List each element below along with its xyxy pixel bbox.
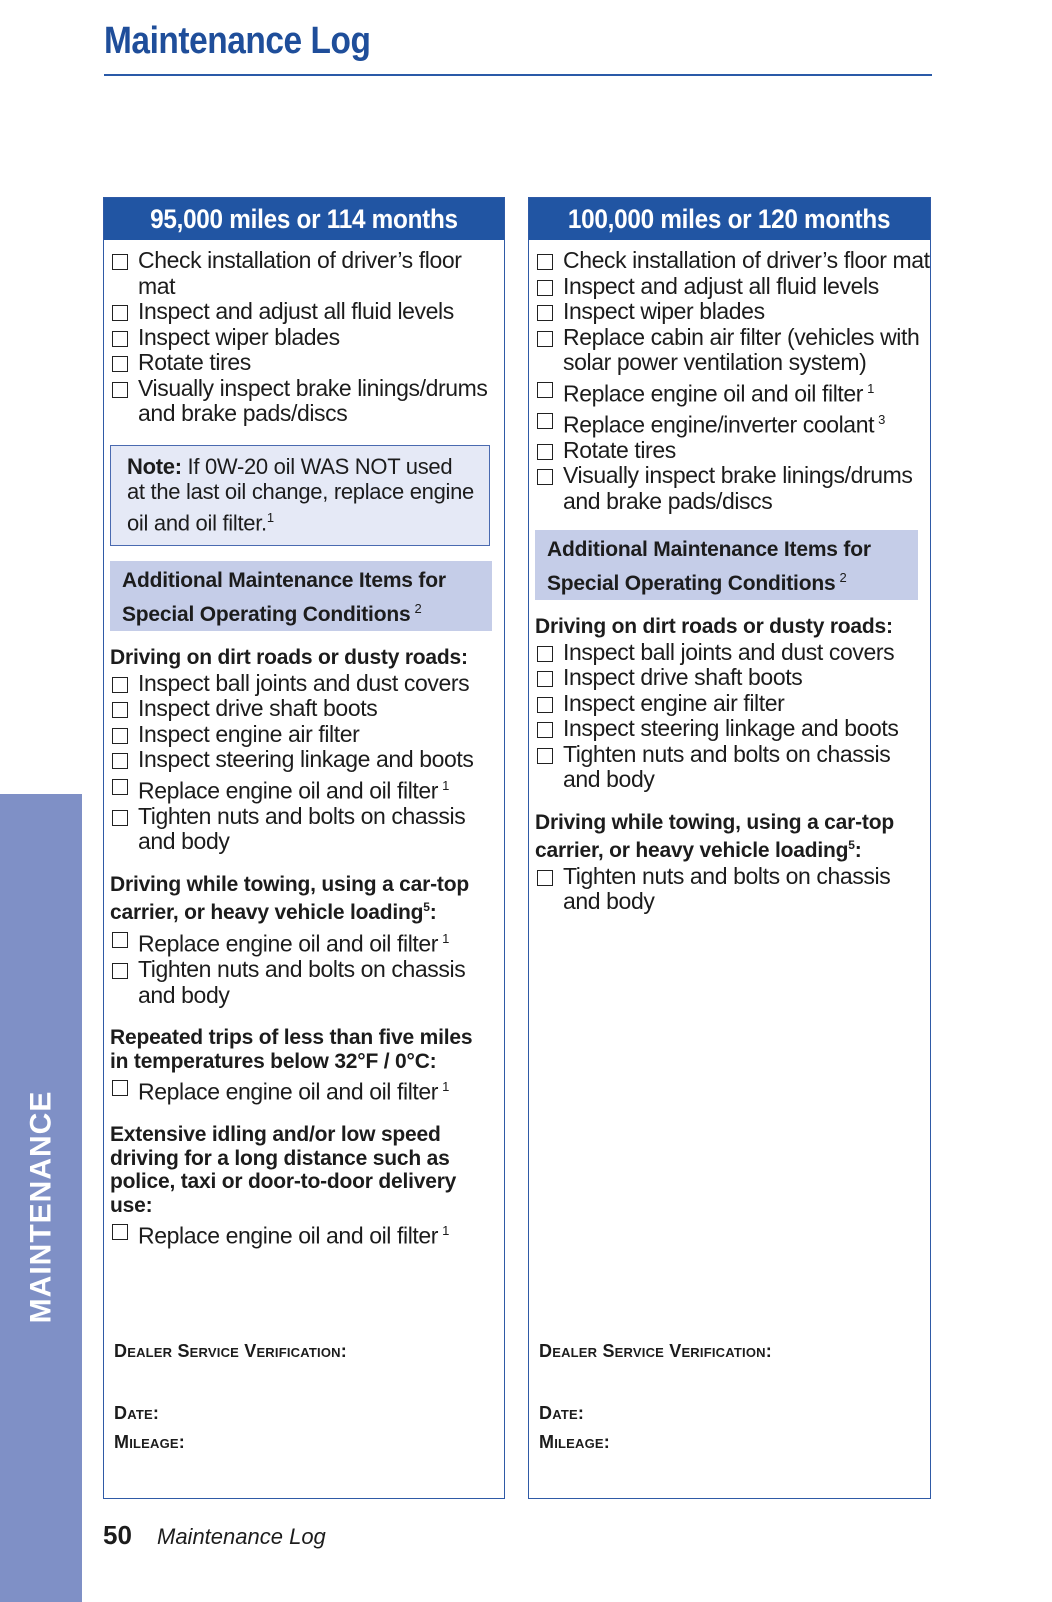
checklist-item-label	[563, 438, 676, 464]
additional-items-footnote: 2	[839, 570, 847, 586]
item-text: Inspect drive shaft boots	[563, 664, 803, 691]
item-text: Tighten nuts and bolts on chassis and body	[563, 740, 891, 793]
checkbox[interactable]	[112, 702, 128, 718]
checkbox[interactable]	[112, 1080, 128, 1096]
checklist-item	[110, 325, 504, 351]
interval-header-text: 100,000 miles or 120 months	[568, 203, 891, 234]
checklist-item-label	[138, 376, 504, 427]
checkbox[interactable]	[537, 722, 553, 738]
checklist-item-label	[138, 804, 504, 855]
note-text: If 0W-20 oil WAS NOT used at the last oil change, replace engine oil and oil filter.	[127, 453, 474, 535]
checklist-item-label	[563, 274, 879, 300]
additional-items-title: Additional Maintenance Items for Special Operating Conditions	[122, 569, 446, 627]
side-tab-label-wrap	[0, 1077, 82, 1337]
checklist-item	[110, 804, 504, 855]
item-text: Inspect wiper blades	[138, 323, 340, 350]
checkbox[interactable]	[112, 254, 128, 270]
note-lead: Note:	[127, 453, 182, 479]
checkbox[interactable]	[537, 331, 553, 347]
item-text: Rotate tires	[563, 436, 676, 463]
item-text: Inspect ball joints and dust covers	[563, 638, 895, 665]
checkbox[interactable]	[112, 331, 128, 347]
page-title: Maintenance Log	[104, 20, 371, 62]
checkbox[interactable]	[537, 254, 553, 270]
checkbox[interactable]	[112, 382, 128, 398]
condition-group	[104, 1026, 504, 1105]
note-footnote: 1	[266, 509, 274, 525]
condition-heading-text: Repeated trips of less than five miles in temperatures below 32°F / 0°C:	[110, 1026, 473, 1073]
item-text: Inspect drive shaft boots	[138, 695, 378, 722]
checklist-item	[535, 665, 930, 691]
checklist-item-label	[563, 864, 930, 915]
checklist	[104, 670, 504, 855]
item-text: Replace engine/inverter coolant	[563, 411, 875, 438]
footnote-marker: 3	[878, 411, 885, 427]
checkbox[interactable]	[537, 444, 553, 460]
interval-column-right	[528, 197, 931, 1499]
checkbox[interactable]	[112, 779, 128, 795]
condition-heading	[104, 646, 504, 670]
checklist-item-label	[138, 248, 504, 299]
checklist-item-label	[563, 665, 802, 691]
interval-column-left	[103, 197, 505, 1499]
checklist-item	[535, 325, 930, 376]
dealer-verification-label: Dealer Service Verification:	[539, 1341, 772, 1361]
condition-group	[529, 811, 930, 915]
checklist-item	[110, 1218, 504, 1249]
checklist-item	[110, 299, 504, 325]
checklist-item-label	[563, 299, 765, 325]
checklist-item	[110, 773, 504, 804]
checklist-item-label	[563, 716, 898, 742]
checkbox[interactable]	[537, 646, 553, 662]
item-text: Inspect and adjust all fluid levels	[138, 298, 454, 324]
condition-heading-text: Driving while towing, using a car-top carrier, or heavy vehicle loading	[535, 810, 894, 863]
checklist-item-label	[563, 376, 874, 407]
item-text: Inspect ball joints and dust covers	[138, 669, 470, 696]
checklist-item	[535, 299, 930, 325]
checklist-item-label	[138, 957, 504, 1008]
item-text: Tighten nuts and bolts on chassis and body	[563, 862, 891, 915]
checklist-item-label	[138, 350, 251, 376]
item-text: Check installation of driver’s floor mat	[138, 247, 462, 299]
checklist-item-label	[138, 671, 469, 697]
conditions	[529, 615, 930, 915]
item-text: Inspect and adjust all fluid levels	[563, 272, 879, 299]
checkbox[interactable]	[112, 728, 128, 744]
checklist-item	[110, 376, 504, 427]
checkbox[interactable]	[537, 748, 553, 764]
checklist-item	[110, 1074, 504, 1105]
mileage-label: Mileage:	[114, 1432, 185, 1452]
checkbox[interactable]	[537, 305, 553, 321]
item-text: Tighten nuts and bolts on chassis and body	[138, 956, 466, 1008]
checklist-item	[535, 376, 930, 407]
condition-heading-text: Extensive idling and/or low speed driving for a long distance such as police, taxi or door-to-door delivery use:	[110, 1123, 457, 1217]
checkbox[interactable]	[112, 305, 128, 321]
interval-header	[529, 198, 930, 240]
checklist-item	[110, 696, 504, 722]
additional-items-title: Additional Maintenance Items for Special Operating Conditions	[547, 538, 871, 596]
checklist-item-label	[563, 325, 930, 376]
condition-heading	[529, 615, 930, 639]
checkbox[interactable]	[112, 810, 128, 826]
item-text: Visually inspect brake linings/drums and brake pads/discs	[138, 374, 488, 426]
item-text: Inspect wiper blades	[563, 298, 765, 324]
checklist-item	[535, 716, 930, 742]
checklist-item-label	[138, 696, 377, 722]
checklist-item-label	[138, 1074, 449, 1105]
footnote-marker: 1	[442, 1079, 449, 1095]
item-text: Replace engine oil and oil filter	[138, 930, 439, 957]
checklist-item-label	[138, 325, 340, 351]
additional-items-banner	[110, 561, 492, 631]
checklist	[104, 925, 504, 1008]
checklist-item-label	[138, 1218, 449, 1249]
footnote-marker: 1	[867, 380, 874, 396]
condition-heading-text: Driving on dirt roads or dusty roads:	[535, 615, 893, 639]
checklist	[104, 240, 504, 427]
oil-note	[110, 445, 490, 547]
checklist-item-label	[138, 722, 359, 748]
condition-heading	[529, 811, 930, 863]
footnote-marker: 1	[442, 930, 449, 946]
checklist-item-label	[563, 407, 885, 438]
additional-items-banner	[535, 530, 918, 600]
item-text: Inspect steering linkage and boots	[563, 715, 899, 742]
checklist-item-label	[138, 299, 454, 325]
item-text: Inspect engine air filter	[563, 689, 785, 716]
checkbox[interactable]	[537, 280, 553, 296]
item-text: Check installation of driver’s floor mat	[563, 247, 930, 273]
date-label: Date:	[114, 1403, 160, 1423]
conditions	[104, 646, 504, 1249]
checkbox[interactable]	[112, 677, 128, 693]
checklist-item-label	[563, 691, 784, 717]
checkbox[interactable]	[537, 469, 553, 485]
checklist-item-label	[563, 463, 930, 514]
checklist-item	[110, 926, 504, 957]
checklist-item	[110, 722, 504, 748]
item-text: Inspect steering linkage and boots	[138, 746, 474, 773]
checklist-item	[110, 957, 504, 1008]
checklist	[104, 1217, 504, 1249]
checklist-item-label	[138, 747, 473, 773]
item-text: Inspect engine air filter	[138, 720, 360, 747]
condition-group	[104, 646, 504, 855]
checklist-item-label	[563, 742, 930, 793]
checkbox[interactable]	[537, 870, 553, 886]
checklist-item-label	[563, 248, 930, 274]
checklist-item	[110, 747, 504, 773]
condition-heading	[104, 873, 504, 925]
side-tab-label: MAINTENANCE	[24, 1090, 58, 1324]
checkbox[interactable]	[112, 932, 128, 948]
item-text: Replace engine oil and oil filter	[563, 380, 864, 407]
checklist-item	[535, 274, 930, 300]
checklist-item	[535, 864, 930, 915]
item-text: Visually inspect brake linings/drums and brake pads/discs	[563, 462, 913, 514]
condition-group	[104, 1123, 504, 1249]
checklist	[529, 639, 930, 793]
checklist-item	[535, 691, 930, 717]
checkbox[interactable]	[537, 671, 553, 687]
item-text: Rotate tires	[138, 349, 251, 375]
checklist	[529, 240, 930, 514]
condition-group	[104, 873, 504, 1008]
checklist-item	[535, 463, 930, 514]
condition-heading-colon: :	[854, 839, 862, 863]
condition-heading-colon: :	[429, 901, 437, 925]
date-label: Date:	[539, 1403, 585, 1423]
footnote-marker: 1	[442, 777, 449, 793]
condition-heading-text: Driving on dirt roads or dusty roads:	[110, 646, 468, 670]
dealer-verification-label: Dealer Service Verification:	[114, 1341, 347, 1361]
item-text: Replace engine oil and oil filter	[138, 1078, 439, 1105]
footer-title: Maintenance Log	[157, 1524, 326, 1549]
checklist-item-label	[138, 773, 449, 804]
condition-heading	[104, 1123, 504, 1217]
mileage-label: Mileage:	[539, 1432, 610, 1452]
checklist-item	[110, 248, 504, 299]
condition-heading-text: Driving while towing, using a car-top carrier, or heavy vehicle loading	[110, 872, 469, 925]
checklist-item	[535, 407, 930, 438]
additional-items-footnote: 2	[414, 601, 422, 617]
item-text: Replace engine oil and oil filter	[138, 777, 439, 804]
checklist-item-label	[138, 926, 449, 957]
checklist-item-label	[563, 640, 894, 666]
checklist-item	[535, 742, 930, 793]
interval-header-text: 95,000 miles or 114 months	[150, 203, 458, 234]
checkbox[interactable]	[112, 753, 128, 769]
footnote-marker: 5	[848, 838, 855, 853]
condition-group	[529, 615, 930, 793]
checklist	[529, 863, 930, 915]
item-text: Replace cabin air filter (vehicles with solar power ventilation system)	[563, 323, 920, 375]
checkbox[interactable]	[112, 356, 128, 372]
title-divider	[104, 74, 932, 76]
item-text: Replace engine oil and oil filter	[138, 1222, 439, 1249]
footnote-marker: 5	[423, 900, 430, 915]
footnote-marker: 1	[442, 1223, 449, 1239]
checkbox[interactable]	[112, 963, 128, 979]
checklist	[104, 1073, 504, 1105]
checkbox[interactable]	[537, 413, 553, 429]
checklist-item	[110, 671, 504, 697]
checkbox[interactable]	[112, 1224, 128, 1240]
checkbox[interactable]	[537, 697, 553, 713]
condition-heading	[104, 1026, 504, 1073]
interval-header	[104, 198, 504, 240]
checklist-item	[535, 640, 930, 666]
page-number: 50	[103, 1520, 132, 1550]
checklist-item	[535, 438, 930, 464]
item-text: Tighten nuts and bolts on chassis and body	[138, 802, 466, 855]
checklist-item	[535, 248, 930, 274]
checklist-item	[110, 350, 504, 376]
checkbox[interactable]	[537, 382, 553, 398]
